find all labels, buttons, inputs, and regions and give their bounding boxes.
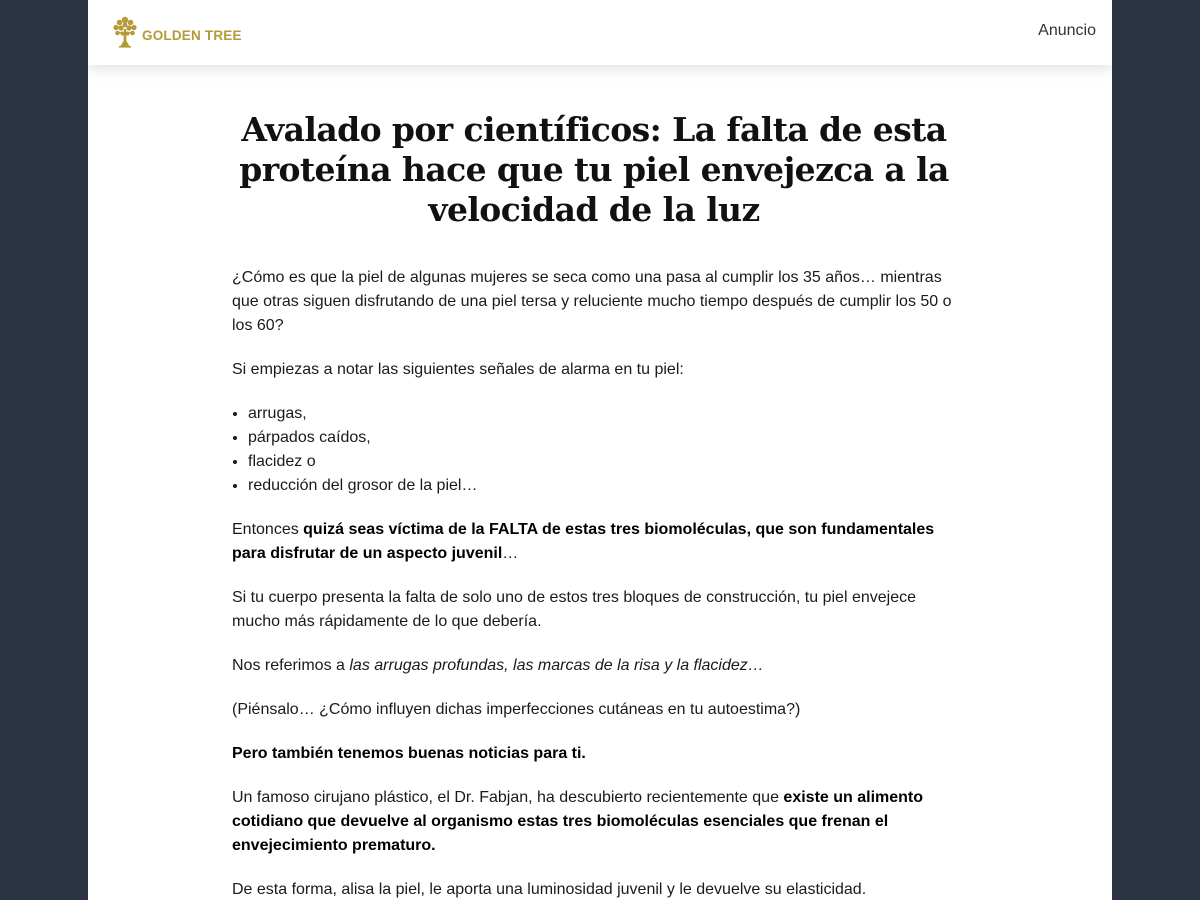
paragraph-wrinkles-lead: Nos referimos a bbox=[232, 657, 350, 674]
article-title: Avalado por científicos: La falta de esta proteína hace que tu piel envejezca a la velocidad de la luz bbox=[239, 110, 949, 229]
article bbox=[232, 110, 956, 900]
paragraph-biomolecules-lead: Entonces bbox=[232, 521, 304, 538]
paragraph-building-blocks: Si tu cuerpo presenta la falta de solo uno de estos tres bloques de construcción, tu piel envejece mucho más rápidamente de lo que debería. bbox=[232, 589, 916, 630]
page bbox=[88, 0, 1112, 900]
list-item: • párpados caídos, bbox=[248, 426, 956, 450]
signs-list bbox=[232, 402, 956, 498]
paragraph-doctor-emphasis: existe un alimento cotidiano que devuelve al organismo estas tres biomoléculas esenciales que frenan el envejecimiento prematuro. bbox=[232, 789, 924, 854]
list-item: • flacidez o bbox=[248, 450, 956, 474]
brand-logo[interactable] bbox=[112, 15, 242, 49]
list-item: • arrugas, bbox=[248, 402, 956, 426]
article-body bbox=[232, 266, 956, 900]
paragraph-biomolecules-emphasis: quizá seas víctima de la FALTA de estas tres biomoléculas, que son fundamentales para disfrutar de un aspecto juvenil bbox=[232, 521, 935, 562]
brand-name: GOLDEN TREE bbox=[142, 27, 242, 43]
paragraph-good-news-bold: Pero también tenemos buenas noticias para ti. bbox=[232, 745, 586, 762]
paragraph-wrinkles bbox=[232, 654, 956, 678]
paragraph-biomolecules bbox=[232, 518, 956, 566]
paragraph-self-esteem: (Piénsalo… ¿Cómo influyen dichas imperfecciones cutáneas en tu autoestima?) bbox=[232, 701, 801, 718]
paragraph-biomolecules-tail: … bbox=[502, 545, 519, 562]
list-item: • reducción del grosor de la piel… bbox=[248, 474, 956, 498]
paragraph-intro: ¿Cómo es que la piel de algunas mujeres se seca como una pasa al cumplir los 35 años… mientras que otras siguen disfrutando de una piel tersa y reluciente mucho tiempo después de cumplir los 50 o los 60? bbox=[232, 269, 952, 334]
ad-label: Anuncio bbox=[1038, 22, 1096, 39]
paragraph-result: De esta forma, alisa la piel, le aporta una luminosidad juvenil y le devuelve su elasticidad. bbox=[232, 881, 867, 898]
paragraph-doctor-lead: Un famoso cirujano plástico, el Dr. Fabjan, ha descubierto recientemente que bbox=[232, 789, 784, 806]
paragraph-wrinkles-italic: las arrugas profundas, las marcas de la risa y la flacidez… bbox=[349, 657, 764, 674]
paragraph-good-news bbox=[232, 742, 956, 766]
paragraph-signs-lead: Si empiezas a notar las siguientes señales de alarma en tu piel: bbox=[232, 361, 684, 378]
site-header bbox=[88, 0, 1112, 65]
paragraph-doctor bbox=[232, 786, 956, 858]
tree-icon bbox=[112, 15, 138, 49]
